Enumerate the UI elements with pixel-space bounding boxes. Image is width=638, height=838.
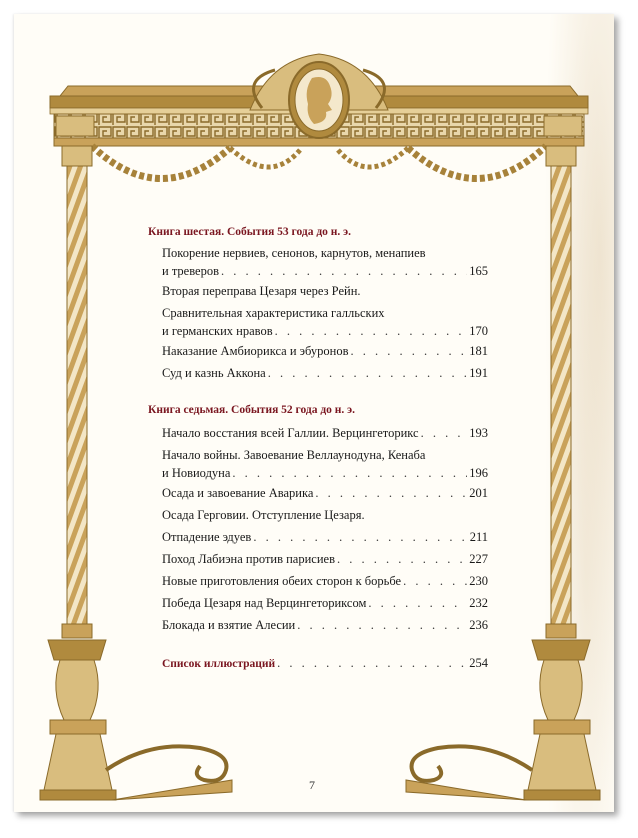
- toc-entry[interactable]: Осада и завоевание Аварика . . . 201: [162, 486, 488, 504]
- toc-entry[interactable]: Вторая переправа Цезаря через Рейн.: [162, 284, 361, 298]
- page-ref: 193: [469, 426, 488, 440]
- section-heading-book-seven: Книга седьмая. События 52 года до н. э.: [148, 404, 355, 416]
- page-ref: 254: [469, 656, 488, 670]
- page-ref: 201: [469, 486, 488, 500]
- toc-entry[interactable]: Победа Цезаря над Верцингеториксом . . . 232: [162, 596, 488, 614]
- page-ref: 165: [469, 264, 488, 278]
- page-ref: 232: [469, 596, 488, 610]
- toc-entry[interactable]: Покорение нервиев, сенонов, карнутов, менапиев и треверов . . . 165: [162, 246, 488, 282]
- page-number: 7: [309, 778, 315, 792]
- toc-entry[interactable]: Отпадение эдуев . . . 211: [162, 530, 488, 548]
- toc-entry-illustrations[interactable]: Список иллюстраций . . . 254: [162, 656, 488, 674]
- toc-entry[interactable]: Новые приготовления обеих сторон к борьбе . . . 230: [162, 574, 488, 592]
- page-ref: 170: [469, 324, 488, 338]
- page-ref: 191: [469, 366, 488, 380]
- toc-entry[interactable]: Суд и казнь Аккона . . . 191: [162, 366, 488, 384]
- page-ref: 230: [469, 574, 488, 588]
- page-ref: 196: [469, 466, 488, 480]
- page-ref: 236: [469, 618, 488, 632]
- page-ref: 181: [469, 344, 488, 358]
- page-ref: 211: [469, 530, 488, 544]
- toc-entry[interactable]: Поход Лабиэна против парисиев . . . 227: [162, 552, 488, 570]
- toc-entry[interactable]: Осада Герговии. Отступление Цезаря.: [162, 508, 365, 522]
- section-heading-book-six: Книга шестая. События 53 года до н. э.: [148, 226, 351, 238]
- page-ref: 227: [469, 552, 488, 566]
- toc-entry[interactable]: Начало войны. Завоевание Веллаунодуна, Кенаба и Новиодуна . . . 196: [162, 448, 488, 484]
- toc-entry[interactable]: Сравнительная характеристика галльских и германских нравов . . . 170: [162, 306, 488, 342]
- toc-entry[interactable]: Наказание Амбиорикса и эбуронов . . . 181: [162, 344, 488, 362]
- toc-entry[interactable]: Начало восстания всей Галлии. Верцингеторикс . . . 193: [162, 426, 488, 444]
- toc-entry[interactable]: Блокада и взятие Алесии . . . 236: [162, 618, 488, 636]
